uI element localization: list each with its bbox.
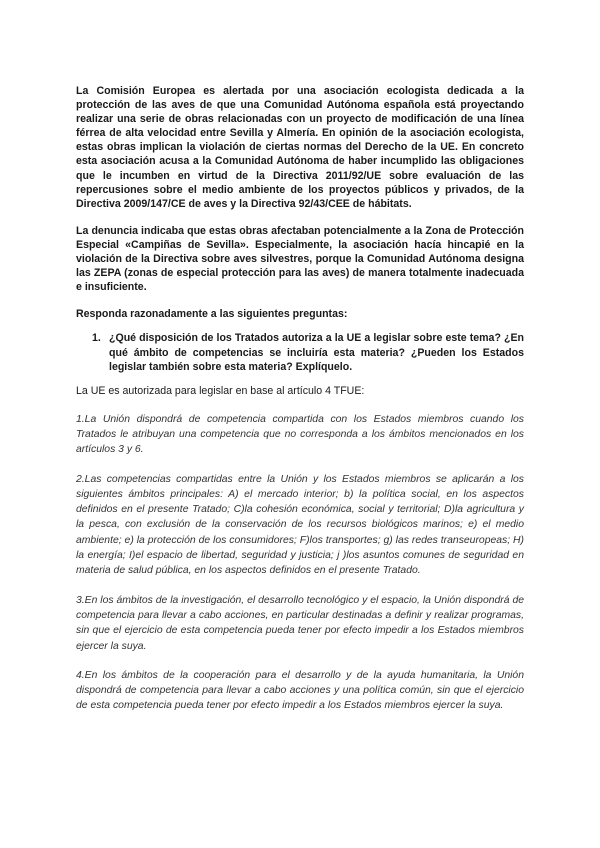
- article-point-3: 3.En los ámbitos de la investigación, el desarrollo tecnológico y el espacio, la Unión dispondrá de competencia para llevar a cabo acciones, en particular destinadas a definir y realizar programas, sin que el ejercicio de esta competencia pueda tener por efecto impedir a los Estados miembros ejercer la suya.: [76, 594, 524, 652]
- article-point-4: 4.En los ámbitos de la cooperación para el desarrollo y de la ayuda humanitaria, la Unión dispondrá de competencia para llevar a cabo acciones y una política común, sin que el ejercicio de esta competencia pueda tener por efecto impedir a los Estados miembros ejercer la suya.: [76, 669, 524, 712]
- instructions-line: Responda razonadamente a las siguientes preguntas:: [76, 308, 348, 321]
- answer-intro: La UE es autorizada para legislar en base al artículo 4 TFUE:: [76, 384, 365, 397]
- question-number: 1.: [92, 332, 101, 345]
- case-paragraph-1: La Comisión Europea es alertada por una asociación ecologista dedicada a la protección de las aves de que una Comunidad Autónoma española está proyectando realizar una serie de obras relacionadas con un proyecto de modificación de una línea férrea de alta velocidad entre Sevilla y Almería. En opinión de la asociación ecologista, estas obras implican la violación de ciertas normas del Derecho de la UE. En concreto esta asociación acusa a la Comunidad Autónoma de haber incumplido las obligaciones que le incumben en virtud de la Directiva 2011/92/UE sobre evaluación de las repercusiones sobre el medio ambiente de los proyectos públicos y privados, de la Directiva 2009/147/CE de aves y la Directiva 92/43/CEE de hábitats.: [76, 85, 524, 210]
- article-point-1: 1.La Unión dispondrá de competencia compartida con los Estados miembros cuando los Tratados le atribuyan una competencia que no corresponda a los ámbitos mencionados en los artículos 3 y 6.: [76, 413, 524, 456]
- question-text: ¿Qué disposición de los Tratados autoriza a la UE a legislar sobre este tema? ¿En qué ámbito de competencias se incluiría esta materia? ¿Pueden los Estados legislar también sobre esta materia? Explíquelo.: [109, 332, 524, 373]
- case-paragraph-2: La denuncia indicaba que estas obras afectaban potencialmente a la Zona de Protección Especial «Campiñas de Sevilla». Especialmente, la asociación hacía hincapié en la violación de la Directiva sobre aves silvestres, porque la Comunidad Autónoma designa las ZEPA (zonas de especial protección para las aves) de manera totalmente inadecuada e insuficiente.: [76, 224, 524, 294]
- question-item: [76, 331, 524, 373]
- article-point-2: 2.Las competencias compartidas entre la Unión y los Estados miembros se aplicarán a los siguientes ámbitos principales: A) el mercado interior; b) la política social, en los aspectos definidos en el presente Tratado; C)la cohesión económica, social y territorial; D)la agricultura y la pesca, con exclusión de la conservación de los recursos biológicos marinos; e) el medio ambiente; e) la protección de los consumidores; F)los transportes; g) las redes transeuropeas; H) la energía; I)el espacio de libertad, seguridad y justicia; j )los asuntos comunes de seguridad en materia de salud pública, en los aspectos definidos en el presente Tratado.: [76, 473, 524, 577]
